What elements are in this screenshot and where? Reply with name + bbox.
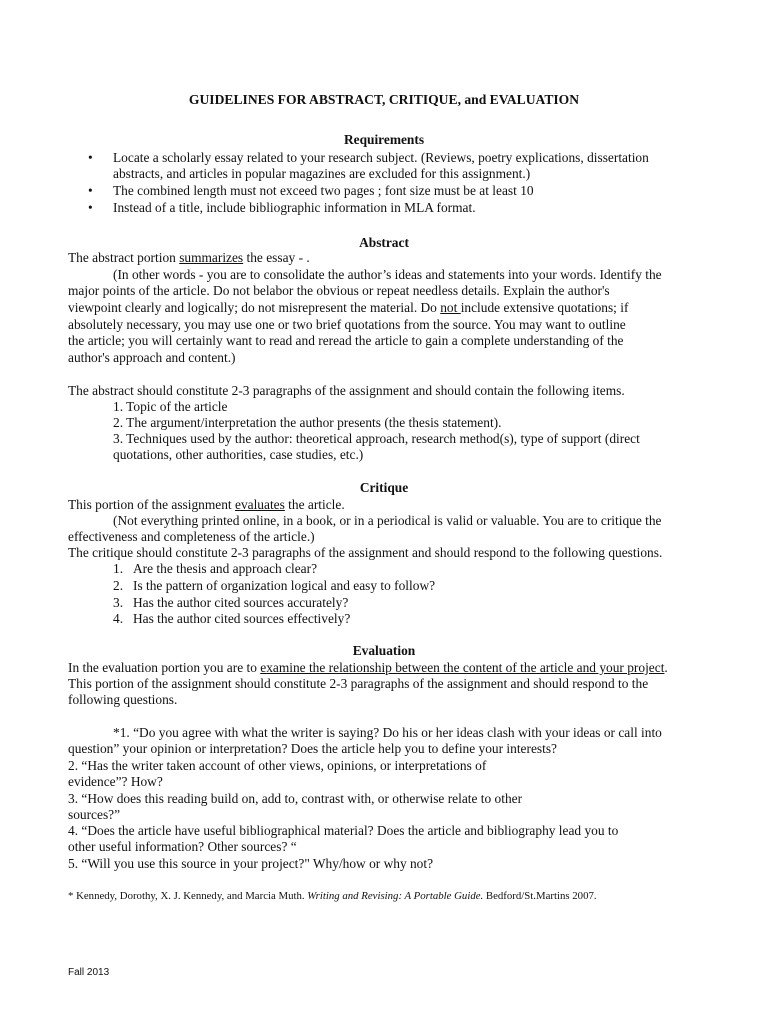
evaluation-line: This portion of the assignment should constitute 2-3 paragraphs of the assignment and should respond to the bbox=[68, 676, 649, 691]
question-text: Has the author cited sources accurately? bbox=[133, 595, 349, 610]
abstract-paren-line: (In other words - you are to consolidate the author’s ideas and statements into your words. Identify the bbox=[113, 267, 662, 282]
question-text: Has the author cited sources effectively? bbox=[133, 611, 351, 626]
evaluation-question: 4. “Does the article have useful bibliographical material? Does the article and bibliography lead you to bbox=[68, 823, 619, 838]
critique-constitute: The critique should constitute 2-3 paragraphs of the assignment and should respond to the following questions. bbox=[68, 545, 663, 560]
evaluation-question-cont: other useful information? Other sources? “ bbox=[68, 839, 297, 854]
evaluation-question: 3. “How does this reading build on, add to, contrast with, or otherwise relate to other bbox=[68, 791, 523, 806]
evaluation-intro-underlined: examine the relationship between the content of the article and your project bbox=[260, 660, 665, 675]
critique-paren-line: effectiveness and completeness of the article.) bbox=[68, 529, 315, 544]
critique-intro-text-end: the article. bbox=[284, 497, 345, 512]
evaluation-question-cont: evidence”? How? bbox=[68, 774, 163, 789]
requirement-text: Locate a scholarly essay related to your research subject. (Reviews, poetry explications, dissertation bbox=[113, 150, 649, 165]
abstract-intro bbox=[68, 250, 700, 267]
document-title: GUIDELINES FOR ABSTRACT, CRITIQUE, and EVALUATION bbox=[188, 92, 580, 107]
footnote-book-title: Writing and Revising: A Portable Guide. bbox=[307, 890, 484, 902]
question-number: 2. bbox=[113, 578, 124, 593]
footnote-citation bbox=[68, 888, 708, 905]
abstract-intro-text: The abstract portion bbox=[68, 250, 180, 265]
question-text: Is the pattern of organization logical and easy to follow? bbox=[133, 578, 436, 593]
critique-intro bbox=[68, 497, 700, 514]
question-text: Are the thesis and approach clear? bbox=[133, 561, 318, 576]
abstract-paren-text: viewpoint clearly and logically; do not misrepresent the material. Do bbox=[68, 300, 441, 315]
abstract-intro-underlined: summarizes bbox=[179, 250, 244, 265]
abstract-item-cont: quotations, other authorities, case studies, etc.) bbox=[113, 447, 364, 462]
abstract-item: 1. Topic of the article bbox=[113, 399, 228, 414]
evaluation-question: *1. “Do you agree with what the writer is saying? Do his or her ideas clash with your ideas or call into bbox=[113, 725, 662, 740]
question-number: 4. bbox=[113, 611, 124, 626]
critique-intro-text: This portion of the assignment bbox=[68, 497, 235, 512]
evaluation-heading: Evaluation bbox=[352, 643, 416, 658]
requirement-text: Instead of a title, include bibliographic information in MLA format. bbox=[113, 200, 476, 215]
bullet-icon: • bbox=[88, 200, 93, 215]
abstract-paren-line: major points of the article. Do not belabor the obvious or repeat needless details. Explain the author's bbox=[68, 283, 610, 298]
abstract-constitute: The abstract should constitute 2-3 paragraphs of the assignment and should contain the following items. bbox=[68, 383, 625, 398]
evaluation-line: following questions. bbox=[68, 692, 178, 707]
bullet-icon: • bbox=[88, 183, 93, 198]
abstract-paren-text-end: include extensive quotations; if bbox=[460, 300, 629, 315]
abstract-paren-line: the article; you will certainly want to read and reread the article to gain a complete understanding of the bbox=[68, 333, 624, 348]
question-number: 3. bbox=[113, 595, 124, 610]
critique-intro-underlined: evaluates bbox=[235, 497, 285, 512]
requirement-text: abstracts, and articles in popular magazines are excluded for this assignment.) bbox=[113, 166, 531, 181]
footnote-publisher: Bedford/St.Martins 2007. bbox=[483, 890, 597, 902]
abstract-intro-text-end: the essay - . bbox=[243, 250, 310, 265]
abstract-heading: Abstract bbox=[359, 235, 409, 250]
evaluation-question-cont: sources?” bbox=[68, 807, 121, 822]
evaluation-intro-text-end: . bbox=[664, 660, 668, 675]
evaluation-intro-text: In the evaluation portion you are to bbox=[68, 660, 261, 675]
abstract-underlined-not: not bbox=[440, 300, 461, 315]
requirements-heading: Requirements bbox=[343, 132, 425, 147]
evaluation-question-cont: question” your opinion or interpretation? Does the article help you to define your interests? bbox=[68, 741, 557, 756]
critique-paren-line: (Not everything printed online, in a book, or in a periodical is valid or valuable. You are to critique the bbox=[113, 513, 662, 528]
critique-heading: Critique bbox=[359, 480, 409, 495]
evaluation-question: 2. “Has the writer taken account of other views, opinions, or interpretations of bbox=[68, 758, 487, 773]
bullet-icon: • bbox=[88, 150, 93, 165]
abstract-paren-line: author's approach and content.) bbox=[68, 350, 236, 365]
requirement-text: The combined length must not exceed two pages ; font size must be at least 10 bbox=[113, 183, 534, 198]
evaluation-question: 5. “Will you use this source in your project?" Why/how or why not? bbox=[68, 856, 434, 871]
abstract-item: 3. Techniques used by the author: theoretical approach, research method(s), type of support (direct bbox=[113, 431, 640, 446]
abstract-item: 2. The argument/interpretation the author presents (the thesis statement). bbox=[113, 415, 502, 430]
evaluation-intro bbox=[68, 660, 700, 677]
footnote-authors: * Kennedy, Dorothy, X. J. Kennedy, and Marcia Muth. bbox=[68, 890, 308, 902]
abstract-paren-line bbox=[68, 300, 700, 317]
question-number: 1. bbox=[113, 561, 124, 576]
footer-date: Fall 2013 bbox=[68, 967, 110, 978]
abstract-paren-line: absolutely necessary, you may use one or two brief quotations from the source. You may want to outline bbox=[68, 317, 626, 332]
